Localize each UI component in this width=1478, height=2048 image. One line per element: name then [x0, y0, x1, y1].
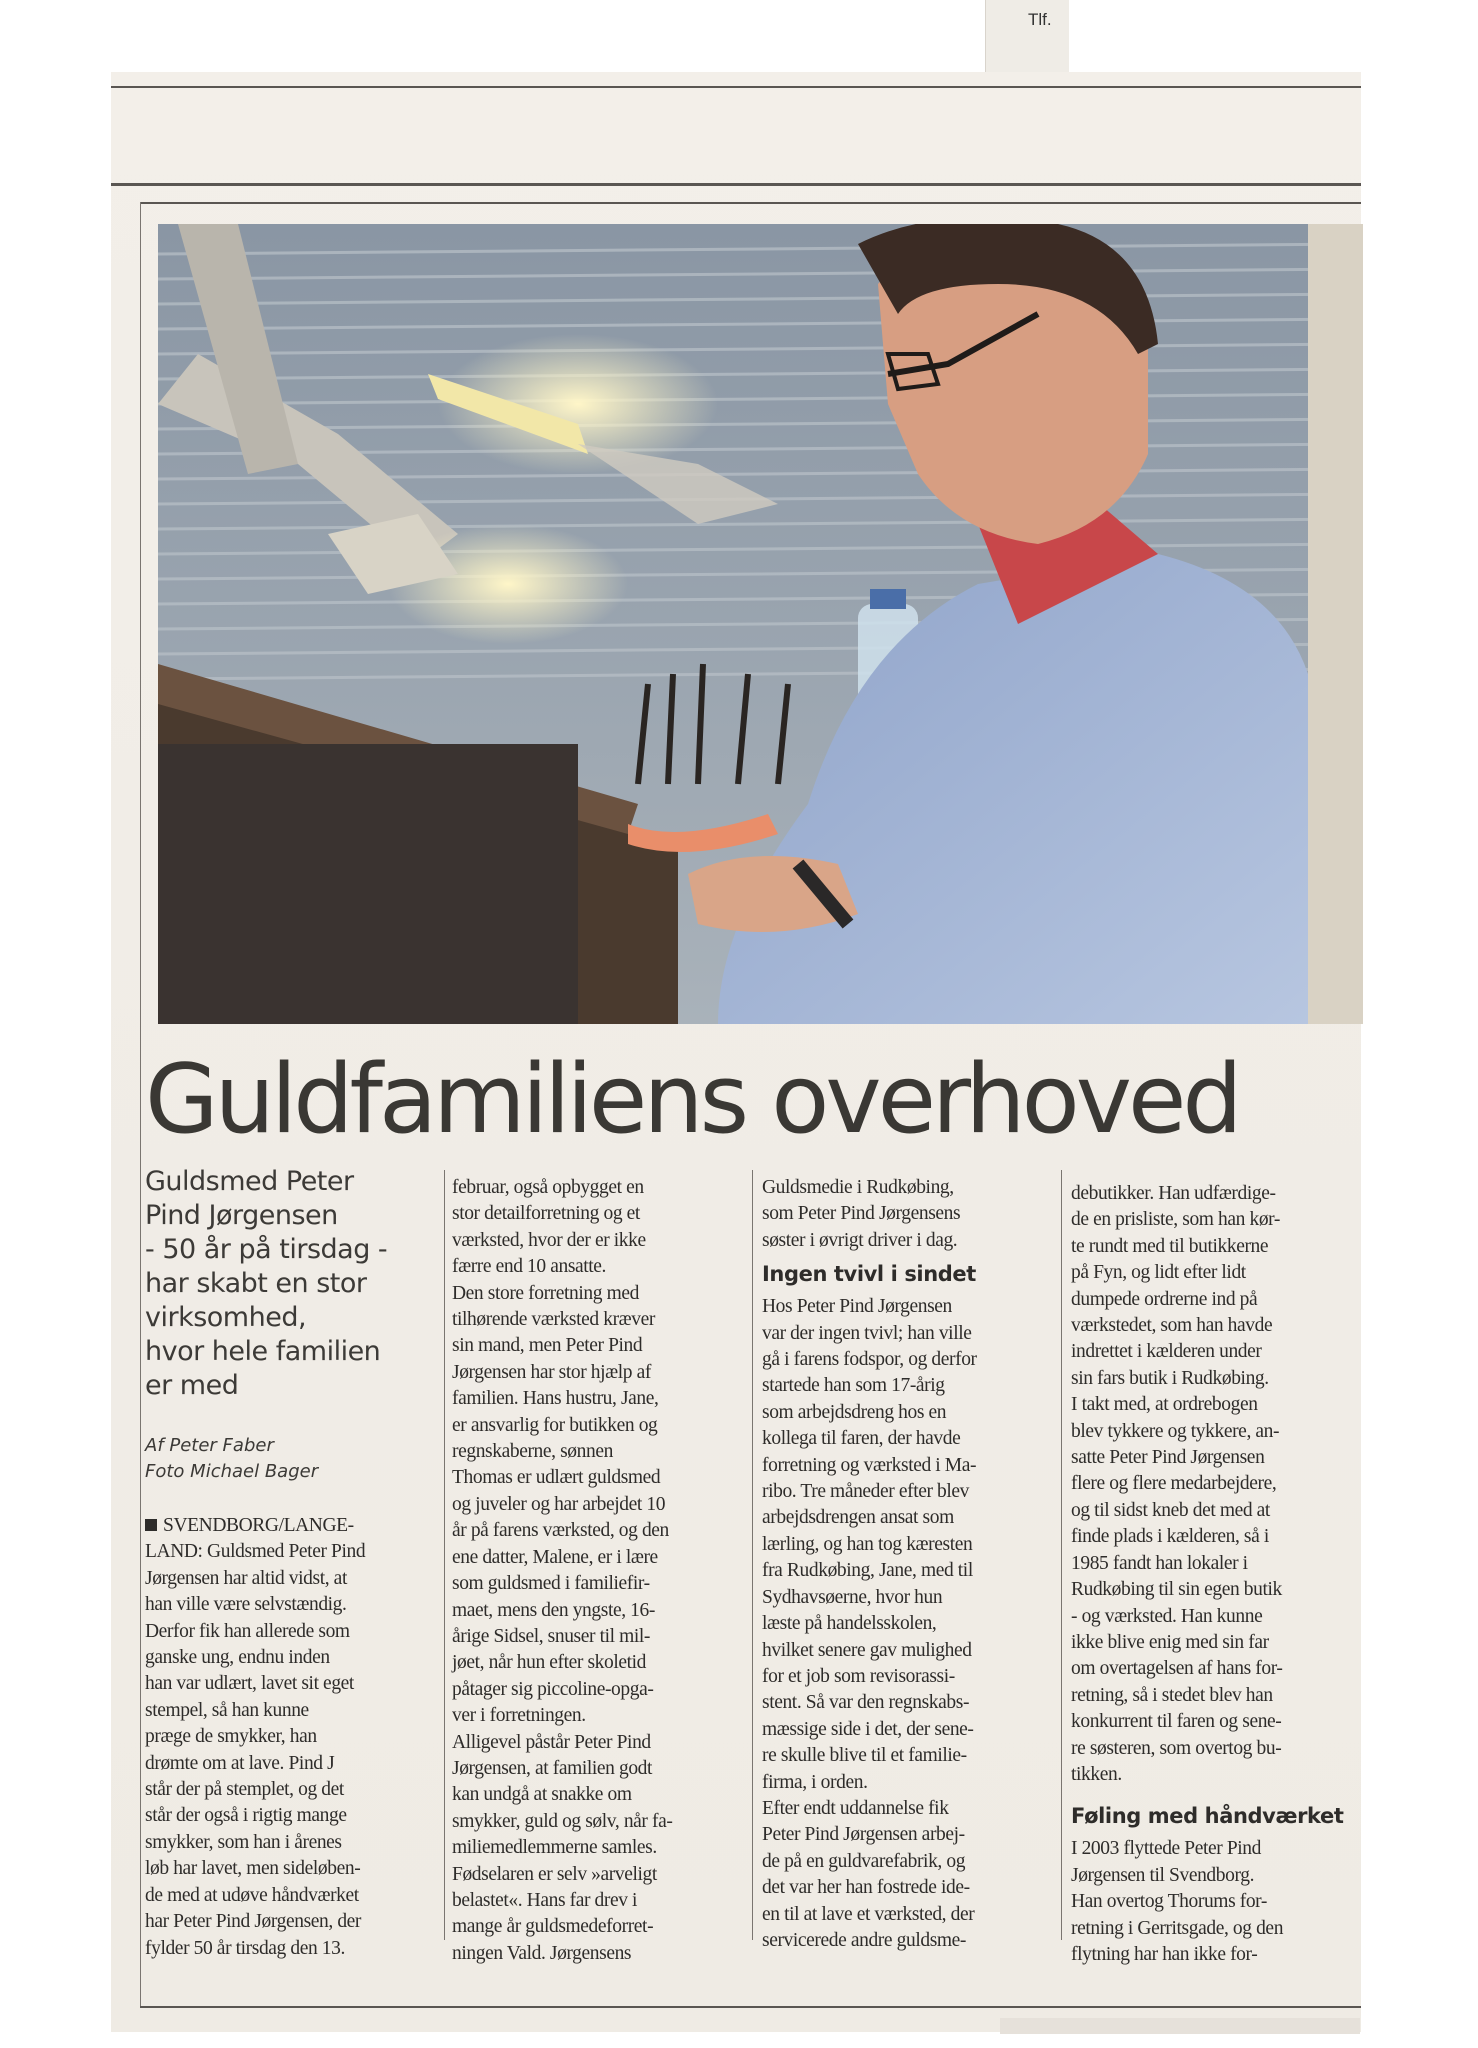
text-line: om overtagelsen af hans for-	[1071, 1658, 1283, 1680]
text-line: ganske ung, endnu inden	[145, 1647, 330, 1669]
text-line: stor detailforretning og et	[452, 1203, 640, 1225]
deck-line: er med	[145, 1370, 239, 1401]
text-line: Derfor fik han allerede som	[145, 1620, 350, 1642]
frame-left-rule	[140, 202, 141, 2007]
deck-line: virksomhed,	[145, 1302, 307, 1333]
text-line: kollega til faren, der havde	[762, 1428, 961, 1450]
text-line: satte Peter Pind Jørgensen	[1071, 1447, 1265, 1469]
deck-line: Pind Jørgensen	[145, 1200, 338, 1231]
text-line: påtager sig piccoline-opga-	[452, 1678, 654, 1700]
text-line: regnskaberne, sønnen	[452, 1441, 613, 1463]
text-line: mange år guldsmedeforret-	[452, 1916, 654, 1938]
text-line: færre end 10 ansatte.	[452, 1256, 607, 1278]
article-headline: Guldfamiliens overhoved	[145, 1045, 1239, 1155]
author: Af Peter Faber	[145, 1435, 274, 1456]
goldsmith-at-workbench-photo	[158, 224, 1363, 1024]
text-line: for et job som revisorassi-	[762, 1665, 955, 1687]
text-line: værksted, hvor der er ikke	[452, 1229, 646, 1251]
text-line: Peter Pind Jørgensen arbej-	[762, 1824, 965, 1846]
text-line: år på farens værksted, og den	[452, 1520, 669, 1542]
text-line: hvilket senere gav mulighed	[762, 1639, 972, 1661]
text-line: mæssige side i det, der sene-	[762, 1718, 974, 1740]
column-divider	[752, 1170, 753, 1940]
text-line: miliemedlemmerne samles.	[452, 1837, 657, 1859]
text-line: debutikker. Han udfærdige-	[1071, 1183, 1276, 1204]
text-line: te rundt med til butikkerne	[1071, 1235, 1269, 1257]
deck-line: Guldsmed Peter	[145, 1166, 354, 1197]
text-line: smykker, guld og sølv, når fa-	[452, 1810, 673, 1832]
text-line: han var udlært, lavet sit eget	[145, 1673, 354, 1695]
text-line: som arbejdsdreng hos en	[762, 1401, 947, 1423]
frame-rule-upper	[111, 183, 1361, 186]
text-line: drømte om at lave. Pind J	[145, 1752, 335, 1774]
text-line: stent. Så var den regnskabs-	[762, 1692, 970, 1714]
text-line: søster i øvrigt driver i dag.	[762, 1229, 958, 1251]
text-line: lærling, og han tog kæresten	[762, 1533, 973, 1555]
text-line: re søsteren, som overtog bu-	[1071, 1737, 1282, 1759]
text-line: Efter endt uddannelse fik	[762, 1797, 949, 1819]
deck-line: har skabt en stor	[145, 1268, 367, 1299]
text-line: SVENDBORG/LANGE-	[163, 1515, 354, 1536]
text-line: var der ingen tvivl; han ville	[762, 1322, 972, 1344]
text-line: Hos Peter Pind Jørgensen	[762, 1296, 952, 1318]
text-line: en til at lave et værksted, der	[762, 1903, 975, 1925]
column-4	[1071, 1181, 1356, 1968]
text-line: konkurrent til faren og sene-	[1071, 1711, 1282, 1733]
square-bullet-icon	[145, 1519, 157, 1531]
text-line: flere og flere medarbejdere,	[1071, 1473, 1277, 1495]
text-line: Jørgensen, at familien godt	[452, 1757, 653, 1779]
text-line: smykker, som han i årenes	[145, 1831, 342, 1853]
text-line: ikke blive enig med sin far	[1071, 1631, 1269, 1653]
text-line: Jørgensen til Svendborg.	[1071, 1864, 1255, 1886]
text-line: står der også i rigtig mange	[145, 1805, 347, 1827]
top-rule	[111, 86, 1361, 88]
text-line: Den store forretning med	[452, 1282, 639, 1304]
text-line: Sydhavsøerne, hvor hun	[762, 1586, 943, 1608]
text-line: præge de smykker, han	[145, 1726, 317, 1748]
bottom-rule	[140, 2006, 1361, 2008]
text-line: gå i farens fodspor, og derfor	[762, 1349, 977, 1371]
text-line: stempel, så han kunne	[145, 1699, 309, 1721]
text-line: sin fars butik i Rudkøbing.	[1071, 1367, 1269, 1389]
text-line: de på en guldvarefabrik, og	[762, 1850, 966, 1872]
text-line: ningen Vald. Jørgensens	[452, 1942, 632, 1964]
text-line: LAND: Guldsmed Peter Pind	[145, 1541, 366, 1563]
text-line: har Peter Pind Jørgensen, der	[145, 1911, 362, 1933]
text-line: tilhørende værksted kræver	[452, 1309, 655, 1331]
deck-line: hvor hele familien	[145, 1336, 381, 1367]
text-line: Han overtog Thorums for-	[1071, 1891, 1267, 1913]
text-line: familien. Hans hustru, Jane,	[452, 1388, 659, 1410]
text-line: retning i Gerritsgade, og den	[1071, 1917, 1284, 1939]
text-line: Guldsmedie i Rudkøbing,	[762, 1177, 954, 1198]
subheading-ingen-tvivl: Ingen tvivl i sindet	[762, 1262, 976, 1287]
text-line: årige Sidsel, snuser til mil-	[452, 1625, 650, 1647]
text-line: Alligevel påstår Peter Pind	[452, 1731, 651, 1753]
frame-rule-inner	[140, 202, 1361, 204]
text-line: er ansvarlig for butikken og	[452, 1414, 658, 1436]
text-line: ribo. Tre måneder efter blev	[762, 1481, 970, 1503]
text-line: værkstedet, som han havde	[1071, 1315, 1273, 1337]
column-divider	[444, 1170, 445, 1940]
text-line: fra Rudkøbing, Jane, med til	[762, 1560, 973, 1582]
text-line: firma, i orden.	[762, 1771, 868, 1793]
text-line: jøet, når hun efter skoletid	[452, 1652, 647, 1674]
text-line: - og værksted. Han kunne	[1071, 1605, 1263, 1627]
text-line: februar, også opbygget en	[452, 1177, 644, 1198]
text-line: han ville være selvstændig.	[145, 1594, 347, 1616]
column-divider	[1061, 1170, 1062, 1940]
text-line: servicerede andre guldsme-	[762, 1929, 966, 1951]
text-line: står der på stemplet, og det	[145, 1779, 344, 1801]
text-line: indrettet i kælderen under	[1071, 1341, 1262, 1363]
text-line: belastet«. Hans far drev i	[452, 1889, 638, 1911]
text-line: på Fyn, og lidt efter lidt	[1071, 1262, 1246, 1284]
text-line: Jørgensen har altid vidst, at	[145, 1567, 347, 1589]
text-line: det var her han fostrede ide-	[762, 1877, 970, 1899]
text-line: startede han som 17-årig	[762, 1375, 945, 1397]
torn-edge	[1000, 2018, 1360, 2034]
text-line: finde plads i kælderen, så i	[1071, 1526, 1269, 1548]
text-line: de en prisliste, som han kør-	[1071, 1209, 1280, 1231]
text-line: ene datter, Malene, er i lære	[452, 1546, 658, 1568]
text-line: re skulle blive til et familie-	[762, 1745, 967, 1767]
text-line: forretning og værksted i Ma-	[762, 1454, 977, 1476]
text-line: Fødselaren er selv »arveligt	[452, 1863, 657, 1885]
text-line: Jørgensen har stor hjælp af	[452, 1361, 651, 1383]
column-2	[452, 1175, 742, 1967]
article-deck	[145, 1165, 435, 1403]
text-line: Rudkøbing til sin egen butik	[1071, 1579, 1282, 1601]
text-line: arbejdsdrengen ansat som	[762, 1507, 954, 1529]
text-line: Thomas er udlært guldsmed	[452, 1467, 661, 1489]
text-line: og til sidst kneb det med at	[1071, 1499, 1270, 1521]
subheading-foling: Føling med håndværket	[1071, 1804, 1344, 1829]
photo-illustration	[158, 224, 1363, 1024]
photographer: Foto Michael Bager	[145, 1461, 319, 1482]
text-line: de med at udøve håndværket	[145, 1884, 359, 1906]
text-line: tikken.	[1071, 1763, 1122, 1785]
adjacent-clipping-corner	[985, 0, 1069, 72]
text-line: løb har lavet, men sideløben-	[145, 1858, 361, 1880]
byline	[145, 1433, 435, 1485]
text-line: fylder 50 år tirsdag den 13.	[145, 1937, 345, 1959]
clip-corner-text: Tlf.	[1028, 10, 1052, 29]
text-line: flytning har han ikke for-	[1071, 1943, 1258, 1965]
text-line: blev tykkere og tykkere, an-	[1071, 1420, 1280, 1442]
text-line: dumpede ordrerne ind på	[1071, 1288, 1258, 1310]
text-line: I takt med, at ordrebogen	[1071, 1394, 1258, 1416]
text-line: sin mand, men Peter Pind	[452, 1335, 643, 1357]
text-line: retning, så i stedet blev han	[1071, 1684, 1273, 1706]
text-line: som Peter Pind Jørgensens	[762, 1203, 961, 1225]
text-line: maet, mens den yngste, 16-	[452, 1599, 655, 1621]
text-line: læste på handelsskolen,	[762, 1613, 937, 1635]
text-line: I 2003 flyttede Peter Pind	[1071, 1838, 1261, 1860]
column-1	[145, 1513, 435, 1962]
text-line: som guldsmed i familiefir-	[452, 1573, 650, 1595]
text-line: og juveler og har arbejdet 10	[452, 1493, 666, 1515]
text-line: ver i forretningen.	[452, 1705, 586, 1727]
deck-line: - 50 år på tirsdag -	[145, 1234, 388, 1265]
text-line: kan undgå at snakke om	[452, 1784, 632, 1806]
text-line: 1985 fandt han lokaler i	[1071, 1552, 1248, 1574]
column-3	[762, 1175, 1052, 1954]
